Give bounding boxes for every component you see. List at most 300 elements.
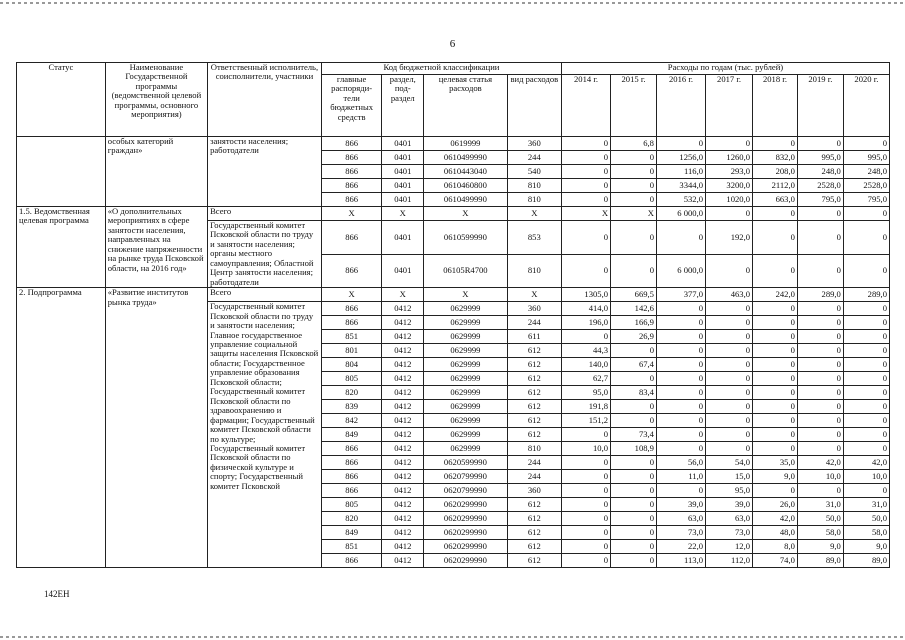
value-cell: 0 xyxy=(656,484,705,498)
value-cell: 866 xyxy=(321,165,382,179)
value-cell: 0412 xyxy=(382,428,424,442)
value-cell: X xyxy=(424,207,508,221)
value-cell: 0 xyxy=(797,386,843,400)
value-cell: 377,0 xyxy=(656,288,705,302)
header-target: целевая статья расходов xyxy=(424,75,508,137)
value-cell: 248,0 xyxy=(797,165,843,179)
value-cell: 0 xyxy=(843,254,889,288)
value-cell: 58,0 xyxy=(797,526,843,540)
value-cell: 0412 xyxy=(382,456,424,470)
value-cell: 62,7 xyxy=(561,372,610,386)
value-cell: 31,0 xyxy=(843,498,889,512)
value-cell: 0 xyxy=(706,330,753,344)
value-cell: 805 xyxy=(321,372,382,386)
value-cell: 0412 xyxy=(382,470,424,484)
value-cell: 0 xyxy=(611,456,657,470)
value-cell: 10,0 xyxy=(797,470,843,484)
total-label-cell: Всего xyxy=(208,288,322,302)
value-cell: 0610460800 xyxy=(424,179,508,193)
scan-bottom-edge xyxy=(0,636,905,638)
value-cell: 95,0 xyxy=(706,484,753,498)
value-cell: 0 xyxy=(753,442,798,456)
value-cell: 0412 xyxy=(382,540,424,554)
value-cell: 0 xyxy=(656,442,705,456)
value-cell: 0 xyxy=(561,512,610,526)
value-cell: 866 xyxy=(321,137,382,151)
value-cell: 0 xyxy=(753,372,798,386)
value-cell: 0620299990 xyxy=(424,526,508,540)
program-name-cell: особых категорий граждан» xyxy=(105,137,207,207)
value-cell: 463,0 xyxy=(706,288,753,302)
value-cell: 0 xyxy=(611,526,657,540)
value-cell: 15,0 xyxy=(706,470,753,484)
value-cell: 612 xyxy=(507,526,561,540)
value-cell: 0610599990 xyxy=(424,221,508,255)
value-cell: 244 xyxy=(507,470,561,484)
value-cell: 0 xyxy=(706,137,753,151)
value-cell: 108,9 xyxy=(611,442,657,456)
value-cell: 0 xyxy=(561,221,610,255)
value-cell: 1256,0 xyxy=(656,151,705,165)
value-cell: 810 xyxy=(507,193,561,207)
scan-top-edge xyxy=(0,2,905,4)
value-cell: 0412 xyxy=(382,372,424,386)
value-cell: 866 xyxy=(321,302,382,316)
header-year: 2014 г. xyxy=(561,75,610,137)
value-cell: 0412 xyxy=(382,498,424,512)
value-cell: 810 xyxy=(507,179,561,193)
value-cell: 0620299990 xyxy=(424,554,508,568)
value-cell: 0412 xyxy=(382,554,424,568)
total-label-cell: Всего xyxy=(208,207,322,221)
value-cell: 0629999 xyxy=(424,386,508,400)
value-cell: 866 xyxy=(321,221,382,255)
value-cell: 0401 xyxy=(382,193,424,207)
value-cell: 293,0 xyxy=(706,165,753,179)
value-cell: 866 xyxy=(321,254,382,288)
value-cell: 0412 xyxy=(382,358,424,372)
value-cell: 0412 xyxy=(382,330,424,344)
value-cell: 0610499990 xyxy=(424,151,508,165)
responsible-cell: Государственный комитет Псковской области по труду и занятости населения; органы местного самоуправления; Областной Центр занятости населения; работодатели xyxy=(208,221,322,288)
value-cell: 39,0 xyxy=(706,498,753,512)
value-cell: 0 xyxy=(561,484,610,498)
value-cell: 50,0 xyxy=(797,512,843,526)
value-cell: 0 xyxy=(797,372,843,386)
header-section: раздел, под-раздел xyxy=(382,75,424,137)
responsible-cell: Государственный комитет Псковской области по труду и занятости населения; Главное государственное управление социальной защиты населения Псковской области; Государственное управление образования Псковской области; Государственный комитет Псковской области по здравоохранению и фармации; Государственный комитет Псковской области по культуре; Государственный комитет Псковской области по физической культуре и спорту; Государственный комитет Псковской xyxy=(208,302,322,568)
value-cell: 1260,0 xyxy=(706,151,753,165)
value-cell: 48,0 xyxy=(753,526,798,540)
value-cell: 0 xyxy=(843,358,889,372)
value-cell: 0 xyxy=(753,137,798,151)
value-cell: 289,0 xyxy=(797,288,843,302)
value-cell: 244 xyxy=(507,316,561,330)
value-cell: 289,0 xyxy=(843,288,889,302)
value-cell: 810 xyxy=(507,442,561,456)
header-year: 2015 г. xyxy=(611,75,657,137)
value-cell: 0 xyxy=(706,316,753,330)
value-cell: 0 xyxy=(753,344,798,358)
value-cell: 612 xyxy=(507,512,561,526)
value-cell: 532,0 xyxy=(656,193,705,207)
value-cell: 0 xyxy=(611,554,657,568)
value-cell: 0 xyxy=(797,316,843,330)
value-cell: 0 xyxy=(843,221,889,255)
value-cell: 0 xyxy=(561,540,610,554)
value-cell: 6,8 xyxy=(611,137,657,151)
value-cell: 0 xyxy=(656,316,705,330)
value-cell: 0 xyxy=(656,137,705,151)
value-cell: 2528,0 xyxy=(797,179,843,193)
value-cell: 0 xyxy=(843,137,889,151)
value-cell: 0412 xyxy=(382,316,424,330)
value-cell: 0 xyxy=(561,165,610,179)
value-cell: 853 xyxy=(507,221,561,255)
value-cell: 0 xyxy=(843,428,889,442)
value-cell: 612 xyxy=(507,554,561,568)
value-cell: 801 xyxy=(321,344,382,358)
header-responsible: Ответственный исполнитель, соисполнители, участники xyxy=(208,63,322,137)
value-cell: 26,9 xyxy=(611,330,657,344)
value-cell: 0 xyxy=(797,442,843,456)
value-cell: 866 xyxy=(321,456,382,470)
value-cell: 44,3 xyxy=(561,344,610,358)
value-cell: 0 xyxy=(753,207,798,221)
value-cell: 208,0 xyxy=(753,165,798,179)
value-cell: 166,9 xyxy=(611,316,657,330)
value-cell: 0 xyxy=(656,358,705,372)
value-cell: 6 000,0 xyxy=(656,207,705,221)
value-cell: 995,0 xyxy=(843,151,889,165)
value-cell: 0 xyxy=(843,344,889,358)
value-cell: 0 xyxy=(611,151,657,165)
value-cell: 612 xyxy=(507,428,561,442)
value-cell: 191,8 xyxy=(561,400,610,414)
value-cell: 0629999 xyxy=(424,358,508,372)
value-cell: 0 xyxy=(843,207,889,221)
value-cell: 612 xyxy=(507,400,561,414)
value-cell: 0 xyxy=(797,221,843,255)
value-cell: 0 xyxy=(706,428,753,442)
value-cell: 0 xyxy=(561,330,610,344)
value-cell: 0629999 xyxy=(424,330,508,344)
value-cell: 63,0 xyxy=(656,512,705,526)
value-cell: 0412 xyxy=(382,512,424,526)
value-cell: X xyxy=(561,207,610,221)
value-cell: 9,0 xyxy=(843,540,889,554)
value-cell: 0610499990 xyxy=(424,193,508,207)
value-cell: 849 xyxy=(321,428,382,442)
value-cell: 0 xyxy=(753,484,798,498)
value-cell: 612 xyxy=(507,414,561,428)
status-cell xyxy=(17,137,106,207)
value-cell: 0 xyxy=(843,442,889,456)
value-cell: 612 xyxy=(507,372,561,386)
value-cell: 0629999 xyxy=(424,400,508,414)
value-cell: 2528,0 xyxy=(843,179,889,193)
value-cell: 832,0 xyxy=(753,151,798,165)
value-cell: 0 xyxy=(656,400,705,414)
header-grbs: главные распоряди-тели бюджетных средств xyxy=(321,75,382,137)
value-cell: 0 xyxy=(611,512,657,526)
header-year: 2019 г. xyxy=(797,75,843,137)
value-cell: 151,2 xyxy=(561,414,610,428)
value-cell: 360 xyxy=(507,137,561,151)
value-cell: 140,0 xyxy=(561,358,610,372)
value-cell: 0412 xyxy=(382,344,424,358)
value-cell: 0 xyxy=(611,484,657,498)
value-cell: 0 xyxy=(706,400,753,414)
value-cell: 669,5 xyxy=(611,288,657,302)
value-cell: 795,0 xyxy=(843,193,889,207)
value-cell: 0 xyxy=(797,400,843,414)
responsible-cell: занятости населения; работодатели xyxy=(208,137,322,207)
value-cell: 805 xyxy=(321,498,382,512)
value-cell: 0 xyxy=(843,302,889,316)
header-spend-group: Расходы по годам (тыс. рублей) xyxy=(561,63,889,75)
value-cell: 866 xyxy=(321,316,382,330)
value-cell: 0 xyxy=(656,221,705,255)
value-cell: 0 xyxy=(561,193,610,207)
value-cell: 0 xyxy=(706,442,753,456)
value-cell: 58,0 xyxy=(843,526,889,540)
value-cell: 0412 xyxy=(382,386,424,400)
value-cell: 0 xyxy=(843,414,889,428)
value-cell: 0 xyxy=(656,330,705,344)
value-cell: 612 xyxy=(507,386,561,400)
value-cell: 73,0 xyxy=(656,526,705,540)
value-cell: 196,0 xyxy=(561,316,610,330)
value-cell: 0 xyxy=(611,400,657,414)
value-cell: 0 xyxy=(797,484,843,498)
value-cell: 0 xyxy=(753,316,798,330)
value-cell: 0 xyxy=(561,554,610,568)
value-cell: 0 xyxy=(706,372,753,386)
value-cell: 89,0 xyxy=(797,554,843,568)
value-cell: 244 xyxy=(507,151,561,165)
value-cell: 0412 xyxy=(382,414,424,428)
value-cell: 360 xyxy=(507,302,561,316)
status-cell: 1.5. Ведомственная целевая программа xyxy=(17,207,106,288)
table-body xyxy=(17,137,890,568)
value-cell: 0 xyxy=(753,221,798,255)
value-cell: 0 xyxy=(611,414,657,428)
value-cell: 810 xyxy=(507,254,561,288)
value-cell: 244 xyxy=(507,456,561,470)
value-cell: 0 xyxy=(753,414,798,428)
value-cell: 0 xyxy=(797,428,843,442)
value-cell: 0 xyxy=(753,330,798,344)
value-cell: 0 xyxy=(561,526,610,540)
value-cell: X xyxy=(424,288,508,302)
value-cell: 612 xyxy=(507,498,561,512)
value-cell: 0 xyxy=(611,165,657,179)
value-cell: 0401 xyxy=(382,254,424,288)
status-cell: 2. Подпрограмма xyxy=(17,288,106,568)
value-cell: 839 xyxy=(321,400,382,414)
value-cell: 0 xyxy=(843,316,889,330)
program-name-cell: «О дополнительных мероприятиях в сфере занятости населения, направленных на снижение напряженности на рынке труда Псковской области, на 2016 год» xyxy=(105,207,207,288)
value-cell: 3344,0 xyxy=(656,179,705,193)
value-cell: 42,0 xyxy=(797,456,843,470)
value-cell: 0 xyxy=(611,498,657,512)
value-cell: 0 xyxy=(753,254,798,288)
value-cell: 83,4 xyxy=(611,386,657,400)
value-cell: 2112,0 xyxy=(753,179,798,193)
value-cell: 0 xyxy=(656,386,705,400)
value-cell: X xyxy=(321,207,382,221)
value-cell: 39,0 xyxy=(656,498,705,512)
value-cell: 820 xyxy=(321,512,382,526)
value-cell: 0 xyxy=(753,428,798,442)
value-cell: 42,0 xyxy=(753,512,798,526)
value-cell: 866 xyxy=(321,554,382,568)
value-cell: 0401 xyxy=(382,137,424,151)
header-kind: вид расходов xyxy=(507,75,561,137)
value-cell: 0 xyxy=(561,179,610,193)
value-cell: 0 xyxy=(797,358,843,372)
value-cell: 0401 xyxy=(382,179,424,193)
value-cell: 0 xyxy=(656,344,705,358)
header-year: 2020 г. xyxy=(843,75,889,137)
value-cell: 95,0 xyxy=(561,386,610,400)
value-cell: 63,0 xyxy=(706,512,753,526)
value-cell: 0 xyxy=(797,254,843,288)
value-cell: 0 xyxy=(797,137,843,151)
value-cell: 851 xyxy=(321,540,382,554)
value-cell: 0 xyxy=(706,254,753,288)
value-cell: 0620599990 xyxy=(424,456,508,470)
header-row-1 xyxy=(17,63,890,75)
value-cell: 242,0 xyxy=(753,288,798,302)
value-cell: 0412 xyxy=(382,442,424,456)
value-cell: 0 xyxy=(561,151,610,165)
value-cell: 0 xyxy=(656,414,705,428)
value-cell: 26,0 xyxy=(753,498,798,512)
value-cell: 0 xyxy=(753,302,798,316)
budget-table xyxy=(16,62,890,568)
value-cell: 06105R4700 xyxy=(424,254,508,288)
value-cell: X xyxy=(507,288,561,302)
value-cell: 1305,0 xyxy=(561,288,610,302)
value-cell: 0 xyxy=(843,386,889,400)
page-number: 6 xyxy=(449,38,456,50)
value-cell: 0401 xyxy=(382,221,424,255)
value-cell: 849 xyxy=(321,526,382,540)
value-cell: 42,0 xyxy=(843,456,889,470)
value-cell: 0 xyxy=(561,137,610,151)
value-cell: 112,0 xyxy=(706,554,753,568)
value-cell: 10,0 xyxy=(843,470,889,484)
value-cell: 22,0 xyxy=(656,540,705,554)
value-cell: 0 xyxy=(753,386,798,400)
value-cell: 851 xyxy=(321,330,382,344)
value-cell: 0 xyxy=(611,540,657,554)
value-cell: 0 xyxy=(656,428,705,442)
table-row xyxy=(17,137,890,151)
value-cell: 540 xyxy=(507,165,561,179)
value-cell: 0 xyxy=(656,302,705,316)
value-cell: 0 xyxy=(706,344,753,358)
value-cell: 611 xyxy=(507,330,561,344)
value-cell: 0 xyxy=(611,221,657,255)
value-cell: 9,0 xyxy=(753,470,798,484)
value-cell: 0 xyxy=(843,484,889,498)
program-name-cell: «Развитие институтов рынка труда» xyxy=(105,288,207,568)
header-year: 2016 г. xyxy=(656,75,705,137)
value-cell: 0412 xyxy=(382,302,424,316)
value-cell: 0629999 xyxy=(424,302,508,316)
header-status: Статус xyxy=(17,63,106,137)
value-cell: 866 xyxy=(321,179,382,193)
value-cell: 0 xyxy=(706,207,753,221)
value-cell: 0 xyxy=(797,330,843,344)
value-cell: 1020,0 xyxy=(706,193,753,207)
value-cell: 820 xyxy=(321,386,382,400)
value-cell: 0 xyxy=(611,254,657,288)
value-cell: 612 xyxy=(507,540,561,554)
value-cell: 0 xyxy=(561,254,610,288)
value-cell: 74,0 xyxy=(753,554,798,568)
value-cell: 0 xyxy=(611,179,657,193)
value-cell: 0620799990 xyxy=(424,470,508,484)
value-cell: 795,0 xyxy=(797,193,843,207)
value-cell: 612 xyxy=(507,344,561,358)
value-cell: 31,0 xyxy=(797,498,843,512)
value-cell: 0401 xyxy=(382,151,424,165)
header-year: 2018 г. xyxy=(753,75,798,137)
value-cell: 0620299990 xyxy=(424,540,508,554)
value-cell: X xyxy=(507,207,561,221)
value-cell: 50,0 xyxy=(843,512,889,526)
value-cell: 0 xyxy=(706,302,753,316)
value-cell: 612 xyxy=(507,358,561,372)
value-cell: 842 xyxy=(321,414,382,428)
value-cell: 11,0 xyxy=(656,470,705,484)
value-cell: 0401 xyxy=(382,165,424,179)
value-cell: 192,0 xyxy=(706,221,753,255)
value-cell: 0412 xyxy=(382,484,424,498)
value-cell: 0 xyxy=(797,344,843,358)
value-cell: 0 xyxy=(797,207,843,221)
value-cell: 0 xyxy=(706,358,753,372)
header-name: Наименование Государственной программы (ведомственной целевой программы, основного мероприятия) xyxy=(105,63,207,137)
header-code-group: Код бюджетной классификации xyxy=(321,63,561,75)
value-cell: 0 xyxy=(843,372,889,386)
value-cell: 0 xyxy=(797,302,843,316)
value-cell: 0 xyxy=(611,470,657,484)
value-cell: 89,0 xyxy=(843,554,889,568)
value-cell: 0619999 xyxy=(424,137,508,151)
value-cell: 0 xyxy=(561,470,610,484)
value-cell: 0 xyxy=(706,414,753,428)
value-cell: 8,0 xyxy=(753,540,798,554)
value-cell: 0629999 xyxy=(424,344,508,358)
value-cell: 0 xyxy=(611,193,657,207)
value-cell: 3200,0 xyxy=(706,179,753,193)
value-cell: 0629999 xyxy=(424,428,508,442)
value-cell: 0 xyxy=(611,372,657,386)
value-cell: 0629999 xyxy=(424,442,508,456)
value-cell: 0 xyxy=(561,428,610,442)
value-cell: 0 xyxy=(843,400,889,414)
value-cell: 73,0 xyxy=(706,526,753,540)
value-cell: 0 xyxy=(706,386,753,400)
value-cell: 10,0 xyxy=(561,442,610,456)
value-cell: 414,0 xyxy=(561,302,610,316)
value-cell: X xyxy=(382,288,424,302)
